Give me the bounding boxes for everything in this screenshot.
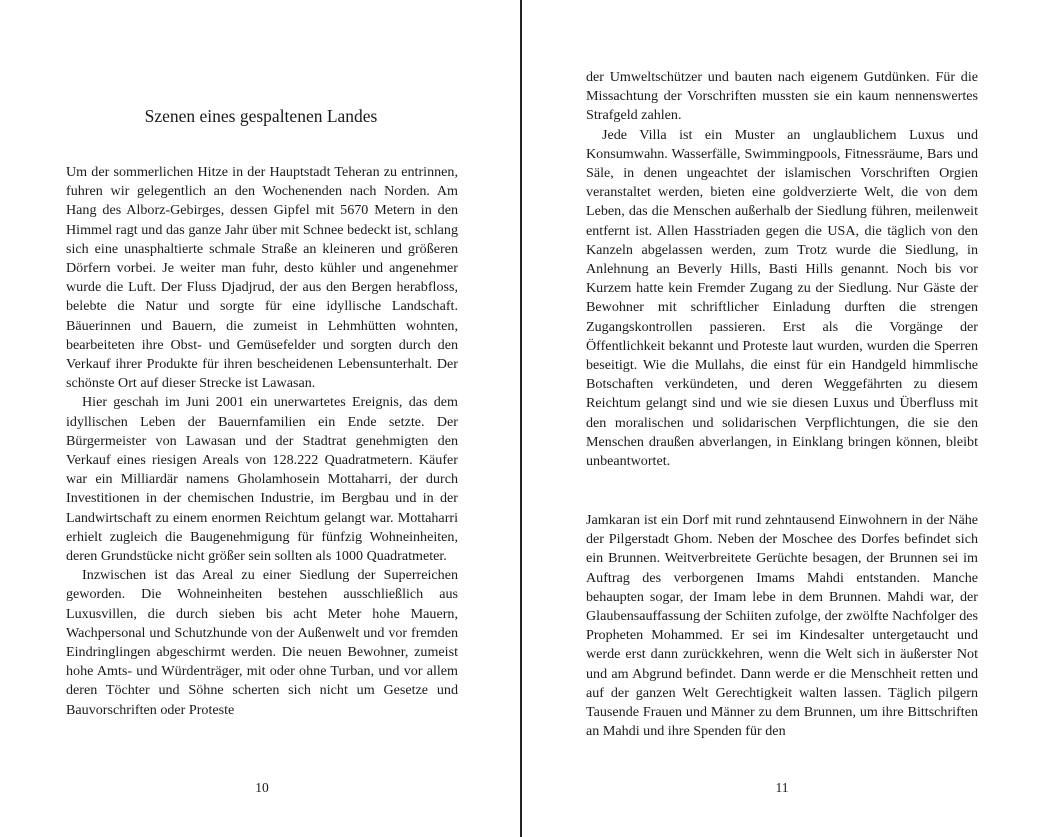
right-page-section-2 [586, 511, 978, 741]
right-page [522, 0, 1040, 837]
paragraph: Hier geschah im Juni 2001 ein unerwartetes Ereignis, das dem idyllischen Leben der Bauernfamilien ein Ende setzte. Der Bürgermeister von Lawasan und der Stadtrat genehmigten den Verkauf eines riesigen Areals von 128.222 Quadratmetern. Käufer war ein Milliardär namens Gholamhosein Mottaharri, der durch Investitionen in der chemischen Industrie, im Bergbau und in der Landwirtschaft zu einem enormen Reichtum gelangt war. Mottaharri erhielt zugleich die Baugenehmigung für fünfzig Wohneinheiten, deren Grundstücke nicht größer sein sollten als 1000 Quadratmeter. [66, 394, 458, 565]
chapter-title: Szenen eines gespaltenen Landes [144, 106, 378, 126]
page-number: 11 [775, 780, 789, 795]
right-page-section-1 [586, 68, 978, 471]
paragraph: Jede Villa ist ein Muster an unglaublichem Luxus und Konsumwahn. Wasserfälle, Swimmingpools, Fitnessräume, Bars und Säle, in denen ungeachtet der islamischen Vorschriften Orgien veranstaltet werden, bieten eine goldverzierte Welt, die von dem Leben, das die Menschen außerhalb der Siedlung führen, meilenweit entfernt ist. Allen Hasstriaden gegen die USA, die täglich von den Kanzeln abgelassen werden, zum Trotz wurde die Siedlung, in Anlehnung an Beverly Hills, Basti Hills genannt. Noch bis vor Kurzem hatte kein Fremder Zugang zu der Siedlung. Nur Gäste der Bewohner mit schriftlicher Einladung durften die strengen Zugangskontrollen passieren. Erst als die Vorgänge der Öffentlichkeit bekannt und Proteste laut wurden, wurden die Sperren beseitigt. Wie die Mullahs, die einst für ein Handgeld himmlische Botschaften verkündeten, und deren Weggefährten zu diesem Reichtum gelangt sind und wie sie diesen Luxus und Überfluss mit den moralischen und solidarischen Verpflichtungen, die sie den Menschen draußen abverlangen, in Einklang bringen können, bleibt unbeantwortet. [586, 126, 978, 470]
paragraph: Um der sommerlichen Hitze in der Hauptstadt Teheran zu entrinnen, fuhren wir gelegentlich an den Wochenenden nach Norden. Am Hang des Alborz-Gebirges, dessen Gipfel mit 5670 Metern in den Himmel ragt und das ganze Jahr über mit Schnee bedeckt ist, schlang sich eine unasphaltierte schmale Straße an kleineren und größeren Dörfern vorbei. Je weiter man fuhr, desto kühler und angenehmer wurde die Luft. Der Fluss Djadjrud, der aus den Bergen herabfloss, belebte die Natur und sorgte für eine idyllische Landschaft. Bäuerinnen und Bauern, die zumeist in Lehmhütten wohnten, bearbeiteten ihre Obst- und Gemüsefelder und sorgten durch den Verkauf ihrer Produkte für ihren bescheidenen Lebensunterhalt. Der schönste Ort auf dieser Strecke ist Lawasan. [66, 164, 458, 392]
page-number: 10 [255, 780, 269, 795]
paragraph: Jamkaran ist ein Dorf mit rund zehntausend Einwohnern in der Nähe der Pilgerstadt Ghom. Neben der Moschee des Dorfes befindet sich ein Brunnen. Weitverbreitete Gerüchte besagen, der Brunnen sei im Auftrag des verborgenen Imams Mahdi entstanden. Manche behaupten sogar, der Imam lebe in dem Brunnen. Mahdi war, der Glaubensauffassung der Schiiten zufolge, der zwölfte Nachfolger des Propheten Mohammed. Er sei im Kindesalter untergetaucht und werde erst dann zurückkehren, wenn die Welt sich in äußerster Not und am Abgrund befindet. Dann werde er die Menschheit retten und auf der ganzen Welt Gerechtigkeit walten lassen. Täglich pilgern Tausende Frauen und Männer zu dem Brunnen, um ihre Bittschriften an Mahdi und ihre Spenden für den [586, 512, 978, 740]
paragraph: der Umweltschützer und bauten nach eigenem Gutdünken. Für die Missachtung der Vorschriften mussten sie ein kaum nennenswertes Strafgeld zahlen. [586, 69, 978, 124]
paragraph: Inzwischen ist das Areal zu einer Siedlung der Superreichen geworden. Die Wohneinheiten bestehen ausschließlich aus Luxusvillen, die durch sieben bis acht Meter hohe Mauern, Wachpersonal und Schutzhunde von der Außenwelt und vor fremden Eindringlingen abgeschirmt werden. Die neuen Bewohner, zumeist hohe Amts- und Würdenträger, mit oder ohne Turban, und vor allem deren Töchter und Söhne scherten sich nicht um Gesetze und Bauvorschriften oder Proteste [66, 567, 458, 718]
left-page-body [66, 163, 458, 720]
